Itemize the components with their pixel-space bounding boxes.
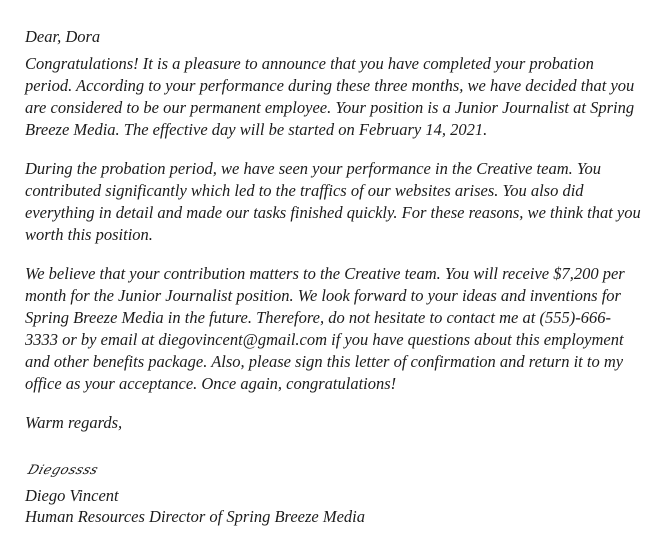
handwritten-signature: Diegossss xyxy=(25,463,101,478)
paragraph-offer-details: We believe that your contribution matters to the Creative team. You will receive $7,200 per month for the Junior Journalist position. We look forward to your ideas and inventions for Spring Breeze Media in the future. Therefore, do not hesitate to contact me at (555)-666-3333 or by email at diegovincent@gmail.com if you have questions about this employment and other benefits package. Also, please sign this letter of confirmation and return it to my office as your acceptance. Once again, congratulations! xyxy=(25,264,625,393)
signer-name: Diego Vincent xyxy=(25,486,119,505)
salutation: Dear, Dora xyxy=(25,27,101,46)
paragraph-probation-complete: Congratulations! It is a pleasure to announce that you have completed your probation period. According to your performance during these three months, we have decided that you are considered to be our permanent employee. Your position is a Junior Journalist at Spring Breeze Media. The effective day will be started on February 14, 2021. xyxy=(25,54,635,139)
closing-line: Warm regards, xyxy=(25,413,123,432)
signer-title: Human Resources Director of Spring Breeze Media xyxy=(25,507,366,526)
paragraph-performance-review: During the probation period, we have seen your performance in the Creative team. You contributed significantly which led to the traffics of our websites arises. You also did everything in detail and made our tasks finished quickly. For these reasons, we think that you worth this position. xyxy=(25,159,641,244)
